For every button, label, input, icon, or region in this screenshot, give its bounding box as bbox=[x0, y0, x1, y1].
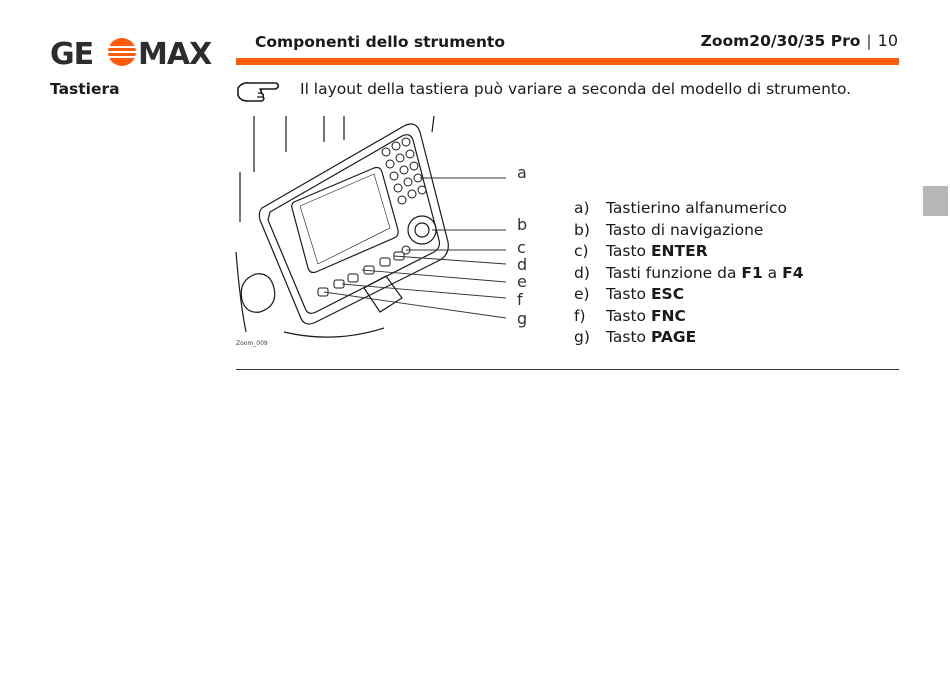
legend-text: Tasto bbox=[606, 306, 651, 325]
note-text: Il layout della tastiera può variare a seconda del modello di strumento. bbox=[300, 80, 852, 98]
pointing-hand-icon bbox=[236, 78, 280, 104]
callout-f: f bbox=[517, 290, 523, 309]
section-rule bbox=[236, 369, 899, 370]
legend-text: Tasto di navigazione bbox=[606, 220, 764, 239]
callout-d: d bbox=[517, 255, 528, 274]
key-name: ESC bbox=[650, 285, 685, 303]
logo-globe-icon bbox=[108, 38, 136, 66]
legend-label: g) bbox=[574, 328, 590, 346]
callout-a: a bbox=[517, 163, 527, 182]
legend-label: a) bbox=[574, 199, 590, 217]
header-rule bbox=[236, 58, 899, 65]
logo-text-right: MAX bbox=[138, 37, 212, 68]
header-separator: | bbox=[866, 31, 872, 50]
callout-c: c bbox=[517, 238, 526, 257]
geomax-logo bbox=[50, 36, 215, 68]
key-name: F1 bbox=[741, 263, 763, 282]
logo-text-left: GE bbox=[50, 37, 94, 68]
legend-label: f) bbox=[574, 306, 586, 325]
chapter-title: Componenti dello strumento bbox=[255, 33, 505, 51]
legend-list bbox=[574, 198, 803, 349]
legend-label: e) bbox=[574, 285, 590, 303]
legend-label: d) bbox=[574, 263, 590, 282]
callout-g: g bbox=[517, 309, 528, 328]
legend-label: c) bbox=[574, 242, 589, 260]
key-name: FNC bbox=[650, 306, 686, 325]
legend-item bbox=[574, 327, 803, 349]
legend-label: b) bbox=[574, 220, 590, 239]
legend-text: Tasto bbox=[606, 328, 651, 346]
key-name: ENTER bbox=[650, 242, 708, 260]
page-number: 10 bbox=[877, 31, 898, 50]
legend-item bbox=[574, 198, 803, 220]
keyboard-illustration bbox=[234, 112, 534, 350]
legend-item bbox=[574, 306, 803, 328]
callout-e: e bbox=[517, 272, 527, 291]
key-name: PAGE bbox=[650, 328, 697, 346]
legend-text: a bbox=[762, 263, 783, 282]
callout-b: b bbox=[517, 215, 528, 234]
legend-item bbox=[574, 220, 803, 242]
legend-text: Tastierino alfanumerico bbox=[606, 199, 788, 217]
product-name: Zoom20/30/35 Pro bbox=[700, 31, 861, 50]
legend-item bbox=[574, 284, 803, 306]
legend-item bbox=[574, 263, 803, 285]
figure-id: Zoom_009 bbox=[236, 340, 268, 347]
key-name: F4 bbox=[782, 263, 804, 282]
legend-text: Tasto bbox=[606, 242, 651, 260]
legend-text: Tasto bbox=[606, 285, 651, 303]
chapter-tab bbox=[923, 186, 948, 216]
header-right bbox=[701, 31, 898, 50]
section-heading: Tastiera bbox=[50, 80, 120, 98]
legend-item bbox=[574, 241, 803, 263]
legend-text: Tasti funzione da bbox=[606, 263, 742, 282]
